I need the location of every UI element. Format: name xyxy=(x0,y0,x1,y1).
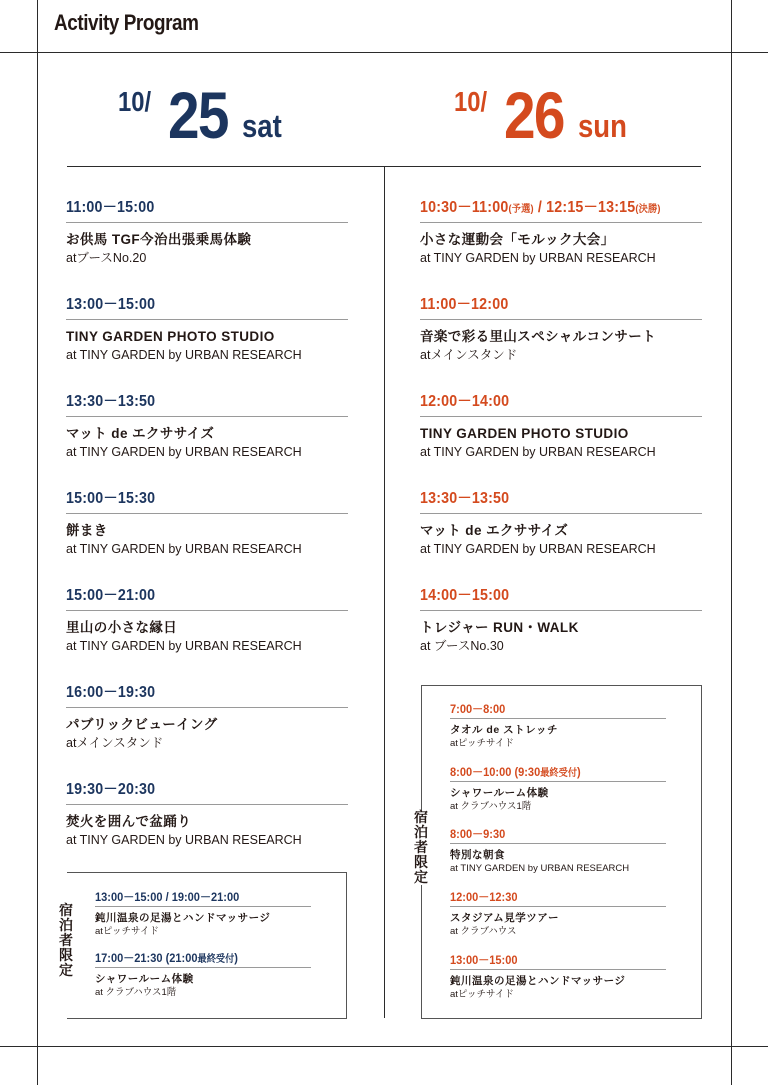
event-rule xyxy=(420,610,702,611)
event-name: 里山の小さな縁日 xyxy=(66,620,178,635)
sat-event xyxy=(66,586,348,655)
sun-event xyxy=(420,392,702,461)
event-time: 8:00－10:00 (9:30最終受付) xyxy=(450,765,581,779)
event-time: 12:00－14:00 xyxy=(420,393,510,410)
event-time: 19:30－20:30 xyxy=(66,781,156,798)
event-time: 15:00－21:00 xyxy=(66,587,156,604)
event-rule xyxy=(66,222,348,223)
event-location: at TINY GARDEN by URBAN RESEARCH xyxy=(420,542,656,556)
event-location: at TINY GARDEN by URBAN RESEARCH xyxy=(66,542,302,556)
event-rule xyxy=(66,319,348,320)
event-rule xyxy=(66,804,348,805)
event-name: 鈍川温泉の足湯とハンドマッサージ xyxy=(450,975,626,987)
event-rule xyxy=(450,781,666,782)
event-location: at TINY GARDEN by URBAN RESEARCH xyxy=(66,833,302,847)
event-rule xyxy=(420,513,702,514)
event-name: シャワールーム体験 xyxy=(95,973,194,985)
event-rule xyxy=(450,718,666,719)
event-location: at TINY GARDEN by URBAN RESEARCH xyxy=(66,348,302,362)
event-location: atピッチサイド xyxy=(95,926,159,937)
frame-left-line xyxy=(37,0,38,1085)
event-rule xyxy=(66,416,348,417)
frame-bottom-line xyxy=(0,1046,768,1047)
guest-event xyxy=(450,826,666,875)
event-rule xyxy=(420,416,702,417)
sat-month: 10/ xyxy=(118,86,152,117)
sun-weekday: sun xyxy=(578,108,627,144)
event-time: 16:00－19:30 xyxy=(66,684,156,701)
event-name: 特別な朝食 xyxy=(450,849,505,861)
event-name: 小さな運動会「モルック大会」 xyxy=(420,232,615,247)
event-rule xyxy=(66,707,348,708)
event-location: at クラブハウス1階 xyxy=(95,987,177,998)
event-rule xyxy=(66,610,348,611)
sun-date-header xyxy=(454,78,634,152)
event-rule xyxy=(420,222,702,223)
event-time: 14:00－15:00 xyxy=(420,587,510,604)
guest-only-label: 宿 泊 者 限 定 xyxy=(414,809,428,885)
sun-day: 26 xyxy=(504,78,564,152)
guest-event xyxy=(450,889,666,938)
event-rule xyxy=(450,969,666,970)
event-name: 焚火を囲んで盆踊り xyxy=(66,814,192,829)
sat-event xyxy=(66,198,348,267)
page-title: Activity Program xyxy=(54,10,199,35)
sun-month: 10/ xyxy=(454,86,488,117)
guest-event xyxy=(450,952,666,1001)
guest-event xyxy=(95,950,311,999)
event-rule xyxy=(66,513,348,514)
guest-only-label: 宿 泊 者 限 定 xyxy=(59,902,73,978)
event-time: 15:00－15:30 xyxy=(66,490,156,507)
event-location: at TINY GARDEN by URBAN RESEARCH xyxy=(420,445,656,459)
sun-event xyxy=(420,295,702,364)
event-time: 7:00－8:00 xyxy=(450,702,506,716)
guest-event xyxy=(450,701,666,750)
sun-event xyxy=(420,198,702,267)
sat-weekday: sat xyxy=(242,108,282,144)
event-time: 13:00－15:00 xyxy=(66,296,156,313)
sat-day: 25 xyxy=(168,78,228,152)
guest-event xyxy=(450,764,666,813)
event-location: at TINY GARDEN by URBAN RESEARCH xyxy=(66,445,302,459)
sun-event xyxy=(420,586,702,655)
event-location: at TINY GARDEN by URBAN RESEARCH xyxy=(450,863,630,874)
sun-guest-only-box xyxy=(414,685,702,1019)
event-time: 8:00－9:30 xyxy=(450,827,506,841)
event-time: 13:30－13:50 xyxy=(420,490,510,507)
sat-date-header xyxy=(118,78,298,152)
event-name: マット de エクササイズ xyxy=(66,426,215,441)
event-time: 12:00－12:30 xyxy=(450,890,518,904)
event-location: at クラブハウス1階 xyxy=(450,801,532,812)
event-time: 10:30－11:00(予選) / 12:15－13:15(決勝) xyxy=(420,199,661,216)
event-name: シャワールーム体験 xyxy=(450,787,549,799)
event-rule xyxy=(450,843,666,844)
event-name: お供馬 TGF今治出張乗馬体験 xyxy=(66,232,252,247)
event-location: atメインスタンド xyxy=(420,348,518,362)
event-name: TINY GARDEN PHOTO STUDIO xyxy=(66,329,275,344)
event-time: 17:00－21:30 (21:00最終受付) xyxy=(95,951,238,965)
event-name: タオル de ストレッチ xyxy=(450,724,558,736)
sun-event xyxy=(420,489,702,558)
event-rule xyxy=(450,906,666,907)
event-location: at TINY GARDEN by URBAN RESEARCH xyxy=(66,639,302,653)
event-location: at クラブハウス xyxy=(450,926,517,937)
event-location: atメインスタンド xyxy=(66,736,164,750)
sat-event xyxy=(66,683,348,752)
event-location: atピッチサイド xyxy=(450,738,514,749)
sat-event xyxy=(66,295,348,364)
frame-top-line xyxy=(0,52,768,53)
event-rule xyxy=(95,906,311,907)
event-rule xyxy=(95,967,311,968)
event-name: マット de エクササイズ xyxy=(420,523,569,538)
event-time: 13:00－15:00 xyxy=(450,953,518,967)
event-location: at TINY GARDEN by URBAN RESEARCH xyxy=(420,251,656,265)
event-name: TINY GARDEN PHOTO STUDIO xyxy=(420,426,629,441)
event-name: 鈍川温泉の足湯とハンドマッサージ xyxy=(95,912,271,924)
event-location: atブースNo.20 xyxy=(66,251,147,265)
event-location: atピッチサイド xyxy=(450,989,514,1000)
sat-event xyxy=(66,392,348,461)
event-time: 11:00－12:00 xyxy=(420,296,509,313)
event-name: トレジャー RUN・WALK xyxy=(420,620,579,635)
event-rule xyxy=(420,319,702,320)
frame-right-line xyxy=(731,0,732,1085)
sat-event xyxy=(66,780,348,849)
event-location: at ブースNo.30 xyxy=(420,639,504,653)
sat-guest-only-box xyxy=(59,872,347,1019)
event-name: スタジアム見学ツアー xyxy=(450,912,559,924)
sat-event xyxy=(66,489,348,558)
event-time: 11:00－15:00 xyxy=(66,199,155,216)
event-name: 音楽で彩る里山スペシャルコンサート xyxy=(420,329,657,344)
event-time: 13:30－13:50 xyxy=(66,393,156,410)
event-time: 13:00－15:00 / 19:00－21:00 xyxy=(95,890,240,904)
guest-event xyxy=(95,889,311,938)
event-name: 餅まき xyxy=(66,523,108,538)
column-divider xyxy=(384,166,385,1018)
event-name: パブリックビューイング xyxy=(66,717,218,732)
